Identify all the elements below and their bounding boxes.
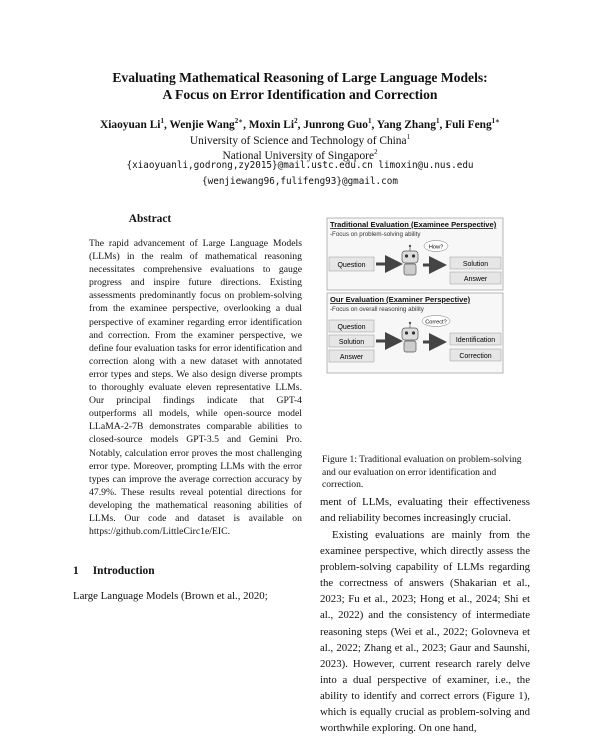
answer-label: Answer <box>339 354 364 361</box>
author-name: Wenjie Wang <box>169 118 235 131</box>
email-line-1: {xiaoyuanli,godrong,zy2015}@mail.ustc.edu.cn limoxin@u.nus.edu <box>126 160 474 171</box>
solution-label: Solution <box>462 261 489 268</box>
section-number: 1 <box>73 565 79 577</box>
author-name: Moxin Li <box>248 118 295 131</box>
section-title: Introduction <box>92 565 155 577</box>
email-line-2: {wenjiewang96,fulifeng93}@gmail.com <box>202 176 398 187</box>
author-name: Junrong Guo <box>303 118 368 131</box>
right-column-para-1: ment of LLMs, evaluating their effectiveness and reliability becomes increasingly crucial. <box>320 496 530 525</box>
answer-label: Answer <box>463 276 488 283</box>
author-name: Fuli Feng <box>445 118 492 131</box>
right-column-para-2: Existing evaluations are mainly from the examinee perspective, which directly assess the problem-solving capability of LLMs regarding the correctness of answers (Shakarian et al., 2023; Fu et al., 2023; Hong et al., 2024; Shi et al., 2022) and the consistency of intermediate reasoning steps (Wei et al., 2022; Golovneva et al., 2022; Zhang et al., 2023; Gaur and Saunshi, 2023). However, current research rarely delve into a dual perspective of examiner, i.e., the ability to identify and correct errors (Figure 1), which is equally crucial as problem-solving and worthwhile exploring. On one hand, <box>320 529 530 735</box>
figure-caption: Figure 1: Traditional evaluation on problem-solving and our evaluation on error identification and correction. <box>322 454 522 491</box>
panel-examiner-title: Our Evaluation (Examiner Perspective) <box>330 295 471 304</box>
solution-label: Solution <box>338 339 365 346</box>
affiliation-1: University of Science and Technology of China$^1$ <box>189 133 411 147</box>
identification-label: Identification <box>455 337 496 344</box>
paper-title-line-1: Evaluating Mathematical Reasoning of Large Language Models: <box>112 70 488 85</box>
abstract-body: The rapid advancement of Large Language Models (LLMs) in the realm of mathematical reasoning necessitates comprehensive evaluations to gauge progress and inspire future directions. Existing assessments predominantly focus on problem-solving from the examinee perspective, overlooking a dual perspective of examiner regarding error identification and correction. From the examiner perspective, we define four evaluation tasks for error identification and correction along with a new dataset with annotated error types and steps. We also design diverse prompts to thoroughly evaluate eleven representative LLMs. Our principal findings indicate that GPT-4 outperforms all models, while open-source model LLaMA-2-7B demonstrates comparable abilities to closed-source models GPT-3.5 and Gemini Pro. Notably, calculation error proves the most challenging error type. Moreover, prompting LLMs with the error types can improve the average correction accuracy by 47.9%. These results reveal potential directions for developing the mathematical reasoning abilities of LLMs. Our code and dataset is available on https://github.com/LittleCirc1e/EIC. <box>89 238 302 538</box>
paper-title-line-2: A Focus on Error Identification and Correction <box>162 87 438 102</box>
panel-traditional-title: Traditional Evaluation (Examinee Perspective) <box>330 220 497 229</box>
affiliation-2: National University of Singapore$^2$ <box>222 148 378 162</box>
author-name: Xiaoyuan Li <box>100 118 161 131</box>
author-name: Yang Zhang <box>376 118 436 131</box>
figure-1 <box>326 217 504 443</box>
abstract-heading: Abstract <box>128 213 172 225</box>
panel-traditional-subtitle: -Focus on problem-solving ability <box>330 231 421 238</box>
section-heading-introduction <box>73 565 155 577</box>
question-label: Question <box>337 262 366 269</box>
bubble-label: How? <box>428 244 444 251</box>
correction-label: Correction <box>459 353 492 360</box>
bubble-label: Correct? <box>425 319 447 326</box>
author-list: Xiaoyuan Li$^1$, Wenjie Wang$^{2∗}$, Moxin Li$^2$, Junrong Guo$^1$, Yang Zhang$^1$, Fuli Feng$^{1∗}$ <box>100 117 500 131</box>
introduction-first-line: Large Language Models (Brown et al., 2020; <box>73 590 268 602</box>
panel-examiner-subtitle: -Focus on overall reasoning ability <box>330 306 424 313</box>
question-label: Question <box>337 324 366 331</box>
